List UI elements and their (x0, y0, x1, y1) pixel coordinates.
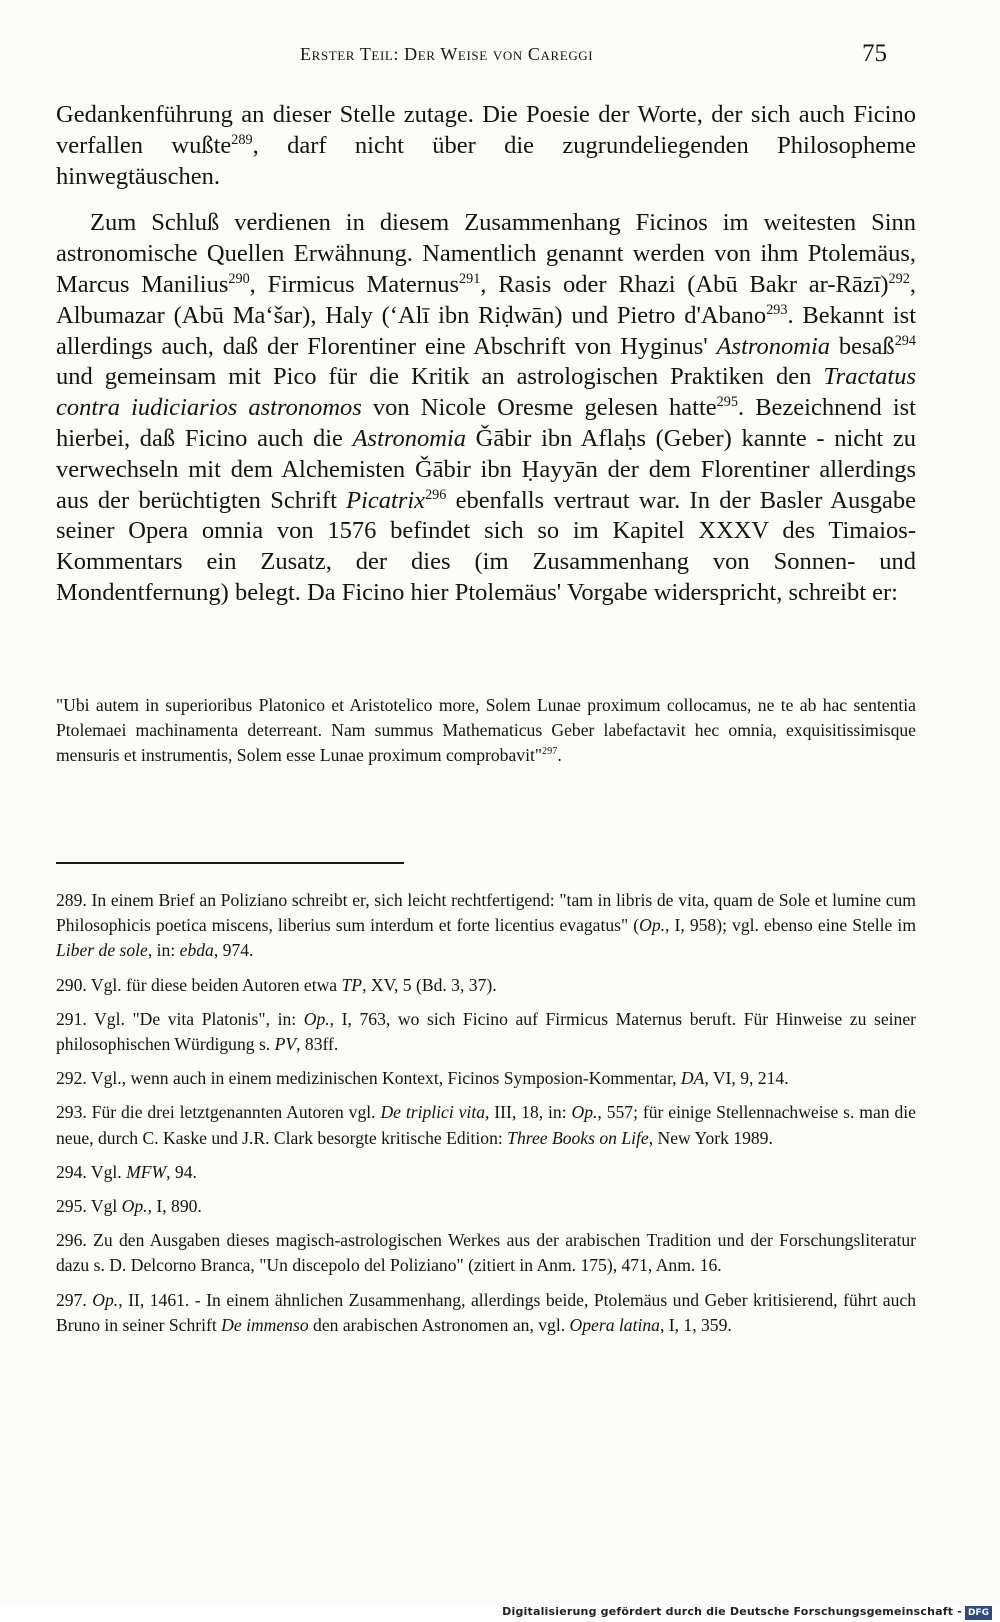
dfg-logo: DFG (965, 1606, 992, 1620)
footnote-290: 290. Vgl. für diese beiden Autoren etwa TP, XV, 5 (Bd. 3, 37). (56, 974, 497, 995)
running-head (0, 40, 960, 80)
main-text (56, 100, 916, 609)
footnote-293: 293. Für die drei letztgenannten Autoren vgl. De triplici vita, III, 18, in: Op., 557; für einige Stellennachweise s. man die neue, durch C. Kaske und J.R. Clark besorgte kritische Edition: Three Books on Life, New York 1989. (56, 1102, 916, 1148)
footnote-297: 297. Op., II, 1461. - In einem ähnlichen Zusammenhang, allerdings beide, Ptolemäus und Geber kritisierend, führt auch Bruno in seiner Schrift De immenso den arabischen Astronomen an, vgl. Opera latina, I, 1, 359. (56, 1289, 916, 1335)
running-title: Erster Teil: Der Weise von Careggi (300, 44, 594, 64)
footnote-295: 295. Vgl Op., I, 890. (56, 1196, 202, 1217)
footnote-divider (56, 862, 404, 864)
footnotes (56, 888, 916, 1347)
digitization-footer (0, 1605, 1000, 1622)
title-astronomia-geber: Astronomia (352, 424, 466, 452)
footnote-296: 296. Zu den Ausgaben dieses magisch-astrologischen Werkes aus der arabischen Tradition und der Forschungsliteratur dazu s. D. Delcorno Branca, "Un discepolo del Poliziano" (zitiert in Anm. 175), 471, Anm. 16. (56, 1230, 916, 1276)
paragraph-1: Gedankenführung an dieser Stelle zutage. Die Poesie der Worte, der sich auch Ficino verfallen wußte$^{289}$, darf nicht über die zugrundeliegenden Philosopheme hinwegtäuschen. (56, 101, 916, 190)
footnote-ref-297[interactable]: 297 (542, 746, 558, 758)
footnote-ref-292[interactable]: 292 (888, 270, 910, 287)
footnote-ref-296[interactable]: 296 (425, 486, 447, 503)
footnote-ref-289[interactable]: 289 (231, 131, 253, 148)
footnote-ref-290[interactable]: 290 (228, 270, 250, 287)
footnote-ref-293[interactable]: 293 (766, 301, 788, 318)
title-picatrix: Picatrix (346, 486, 426, 514)
funding-credit: Digitalisierung gefördert durch die Deutsche Forschungsgemeinschaft - (502, 1605, 962, 1618)
footnote-ref-294[interactable]: 294 (894, 332, 916, 349)
footnote-289: 289. In einem Brief an Poliziano schreibt er, sich leicht rechtfertigend: "tam in libris de vita, quam de Sole et lumine cum Philosophicis poetica miscens, liberius sum interdum et forte licentius evagatus" (Op., I, 958); vgl. ebenso eine Stelle im Liber de sole, in: ebda, 974. (56, 890, 917, 961)
title-tractatus: Tractatus contra iudiciarios astronomos (56, 363, 916, 422)
footnote-292: 292. Vgl., wenn auch in einem medizinischen Kontext, Ficinos Symposion-Kommentar, DA, VI, 9, 214. (56, 1068, 789, 1089)
footnote-ref-291[interactable]: 291 (458, 270, 481, 287)
title-astronomia: Astronomia (716, 332, 831, 360)
footnote-ref-295[interactable]: 295 (716, 394, 738, 411)
footnote-294: 294. Vgl. MFW, 94. (56, 1161, 197, 1182)
page-number: 75 (862, 40, 887, 67)
paragraph-2: Zum Schluß verdienen in diesem Zusammenhang Ficinos im weitesten Sinn astronomische Quellen Erwähnung. Namentlich genannt werden von ihm Ptolemäus, Marcus Manilius$^{290}$, Firmicus Maternus$^{291}$, Rasis oder Rhazi (Abū Bakr ar-Rāzī)$^{292}$, Albumazar (Abū Ma‘šar), Haly (‘Alī ibn Riḍwān) und Pietro d'Abano$^{293}$. Bekannt ist allerdings auch, daß der Florentiner eine Abschrift von Hyginus' Astronomia besaß$^{294}$ und gemeinsam mit Pico für die Kritik an astrologischen Praktiken den Tractatus contra iudiciarios astronomos von Nicole Oresme gelesen hatte$^{295}$. Bezeichnend ist hierbei, daß Ficino auch die Astronomia Ǧābir ibn Aflaḥs (Geber) kannte - nicht zu verwechseln mit dem Alchemisten Ǧābir ibn Ḥayyān der dem Florentiner allerdings aus der berüchtigten Schrift Picatrix$^{296}$ ebenfalls vertraut war. In der Basler Ausgabe seiner Opera omnia von 1576 befindet sich so im Kapitel XXXV des Timaios-Kommentars ein Zusatz, der dies (im Zusammenhang von Sonnen- und Mondentfernung) belegt. Da Ficino hier Ptolemäus' Vorgabe widerspricht, schreibt er: (56, 209, 917, 606)
footnote-291: 291. Vgl. "De vita Platonis", in: Op., I, 763, wo sich Ficino auf Firmicus Maternus beruft. Für Hinweise zu seiner philosophischen Würdigung s. PV, 83ff. (56, 1008, 916, 1055)
block-quote: "Ubi autem in superioribus Platonico et Aristotelico more, Solem Lunae proximum collocamus, ne te ab hac sententia Ptolemaei machinamenta deterreant. Nam summus Mathematicus Geber labefactavit hec omnia, exquisitissimisque mensuris et instrumentis, Solem esse Lunae proximum comprobavit"$^{297}$. (56, 695, 916, 766)
